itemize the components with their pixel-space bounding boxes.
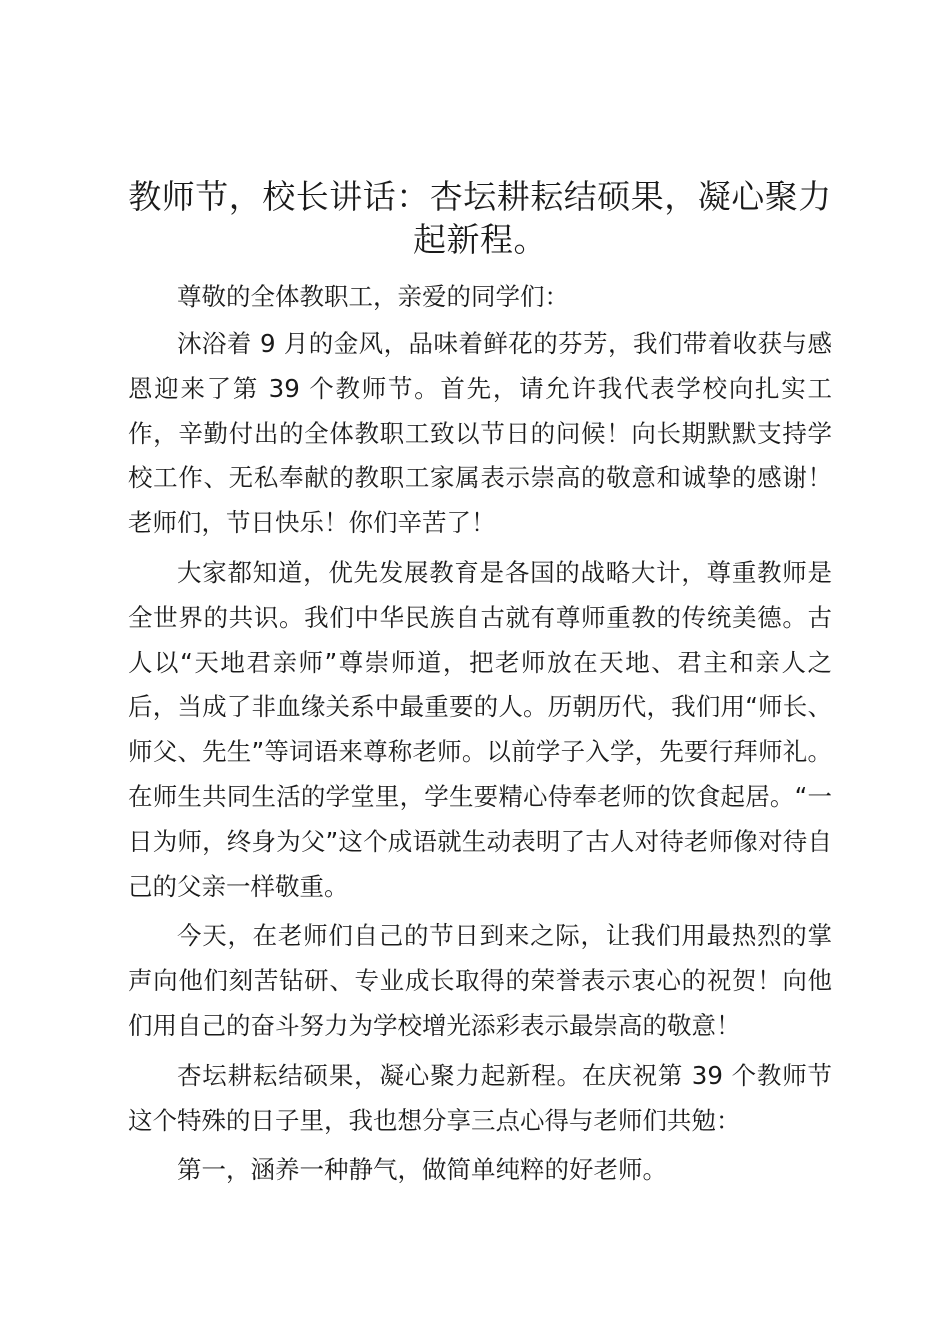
- document-body: [128, 175, 832, 1193]
- paragraph-3: 今天，在老师们自己的节日到来之际，让我们用最热烈的掌声向他们刻苦钻研、专业成长取得的荣誉表示衷心的祝贺！向他们用自己的奋斗努力为学校增光添彩表示最崇高的敬意！: [128, 921, 832, 1040]
- paragraph-4: 杏坛耕耘结硕果，凝心聚力起新程。在庆祝第 39 个教师节这个特殊的日子里，我也想分享三点心得与老师们共勉：: [128, 1060, 832, 1135]
- paragraph-1: 沐浴着 9 月的金风，品味着鲜花的芬芳，我们带着收获与感恩迎来了第 39 个教师节。首先，请允许我代表学校向扎实工作，辛勤付出的全体教职工致以节日的问候！向长期默默支持学校工作、无私奉献的教职工家属表示崇高的敬意和诚挚的感谢！老师们，节日快乐！你们辛苦了！: [128, 329, 832, 538]
- paragraph-2: 大家都知道，优先发展教育是各国的战略大计，尊重教师是全世界的共识。我们中华民族自古就有尊师重教的传统美德。古人以“天地君亲师”尊崇师道，把老师放在天地、君主和亲人之后，当成了非血缘关系中最重要的人。历朝历代，我们用“师长、师父、先生”等词语来尊称老师。以前学子入学，先要行拜师礼。在师生共同生活的学堂里，学生要精心侍奉老师的饮食起居。“一日为师，终身为父”这个成语就生动表明了古人对待老师像对待自己的父亲一样敬重。: [128, 557, 832, 901]
- document-title: 教师节，校长讲话：杏坛耕耘结硕果，凝心聚力起新程。: [128, 177, 832, 259]
- greeting-line: 尊敬的全体教职工，亲爱的同学们：: [177, 282, 569, 311]
- paragraph-5: 第一，涵养一种静气，做简单纯粹的好老师。: [177, 1155, 667, 1185]
